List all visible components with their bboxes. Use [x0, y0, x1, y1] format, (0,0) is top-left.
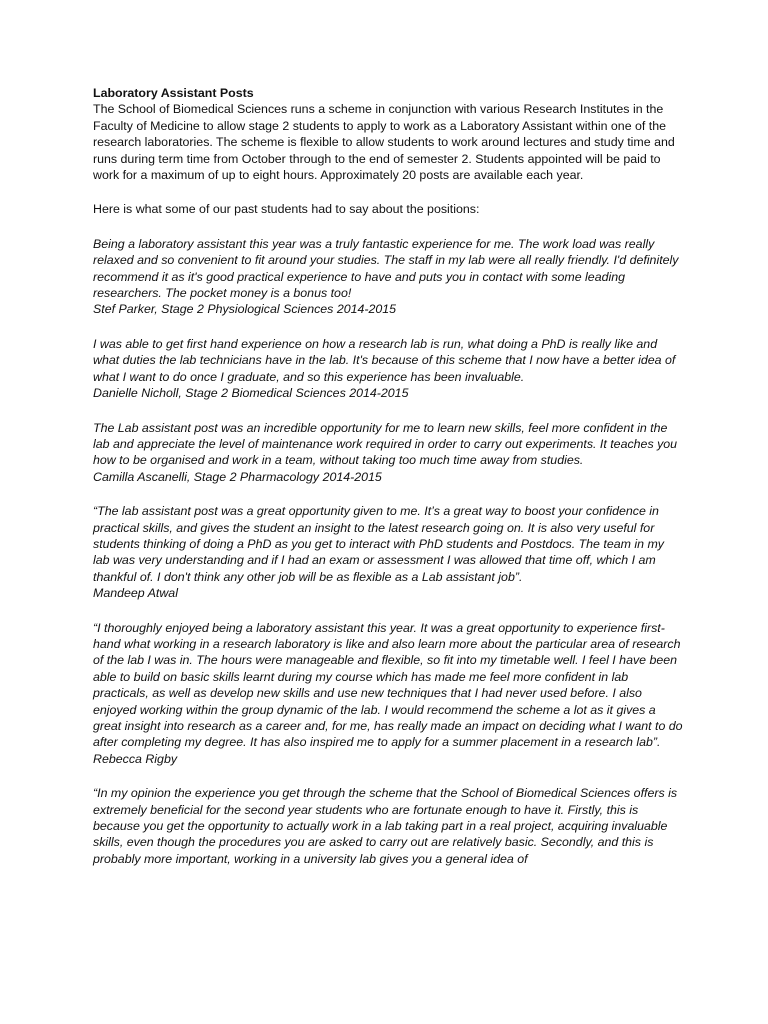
testimonial — [93, 420, 683, 486]
testimonial — [93, 236, 683, 318]
testimonial-quote: I was able to get first hand experience on how a research lab is run, what doing a PhD is really like and what duties the lab technicians have in the lab. It's because of this scheme that I now have a better idea of what I want to do once I graduate, and so this experience has been invaluable. — [93, 336, 676, 384]
testimonial-quote: The Lab assistant post was an incredible opportunity for me to learn new skills, feel more confident in the lab and appreciate the level of maintenance work required in order to carry out experiments. It teaches you how to be organised and work in a team, without taking too much time away from studies. — [93, 420, 678, 468]
testimonial-quote: Being a laboratory assistant this year was a truly fantastic experience for me. The work load was really relaxed and so convenient to fit around your studies. The staff in my lab were all really friendly. I'd definitely recommend it as it's good practical experience to have and puts you in contact with some leading researchers. The pocket money is a bonus too! — [93, 236, 679, 301]
testimonial-author: Mandeep Atwal — [93, 586, 178, 601]
testimonial-author: Camilla Ascanelli, Stage 2 Pharmacology 2014-2015 — [93, 469, 382, 484]
intro-paragraph: The School of Biomedical Sciences runs a scheme in conjunction with various Research Institutes in the Faculty of Medicine to allow stage 2 students to apply to work as a Laboratory Assistant within one of the research laboratories. The scheme is flexible to allow students to work around lectures and study time and runs during term time from October through to the end of semester 2. Students appointed will be paid to work for a maximum of up to eight hours. Approximately 20 posts are available each year. — [93, 102, 675, 183]
testimonial — [93, 620, 683, 768]
testimonial-author: Danielle Nicholl, Stage 2 Biomedical Sciences 2014-2015 — [93, 386, 409, 401]
testimonial-quote: “I thoroughly enjoyed being a laboratory assistant this year. It was a great opportunity to experience first-hand what working in a research laboratory is like and also learn more about the particular area of research of the lab I was in. The hours were manageable and flexible, so fit into my timetable well. I feel I have been able to build on basic skills learnt during my course which has made me feel more confident in lab practicals, as well as develop new skills and use new techniques that I had never used before. I also enjoyed working within the group dynamic of the lab. I would recommend the scheme a lot as it gives a great insight into research as a career and, for me, has really made an impact on deciding what I want to do after completing my degree. It has also inspired me to apply for a summer placement in a research lab”. — [93, 620, 683, 750]
testimonial — [93, 503, 683, 601]
page-title: Laboratory Assistant Posts — [93, 86, 254, 100]
testimonials-lead: Here is what some of our past students had to say about the positions: — [93, 202, 480, 217]
testimonial — [93, 336, 683, 402]
testimonial-quote: “The lab assistant post was a great opportunity given to me. It’s a great way to boost your confidence in practical skills, and gives the student an insight to the latest research going on. It is also very useful for students thinking of doing a PhD as you get to interact with PhD students and Postdocs. The team in my lab was very understanding and if I had an exam or assessment I was allowed that time off, which I am thankful of. I don't think any other job will be as flexible as a Lab assistant job”. — [93, 504, 664, 584]
testimonial-quote: “In my opinion the experience you get through the scheme that the School of Biomedical Sciences offers is extremely beneficial for the second year students who are fortunate enough to have it. Firstly, this is because you get the opportunity to actually work in a lab taking part in a real project, acquiring invaluable skills, even though the procedures you are asked to carry out are relatively basic. Secondly, and this is probably more important, working in a university lab gives you a general idea of — [93, 786, 678, 866]
testimonial-author: Rebecca Rigby — [93, 751, 178, 766]
testimonial-author: Stef Parker, Stage 2 Physiological Sciences 2014-2015 — [93, 302, 397, 317]
document-page — [93, 85, 683, 867]
